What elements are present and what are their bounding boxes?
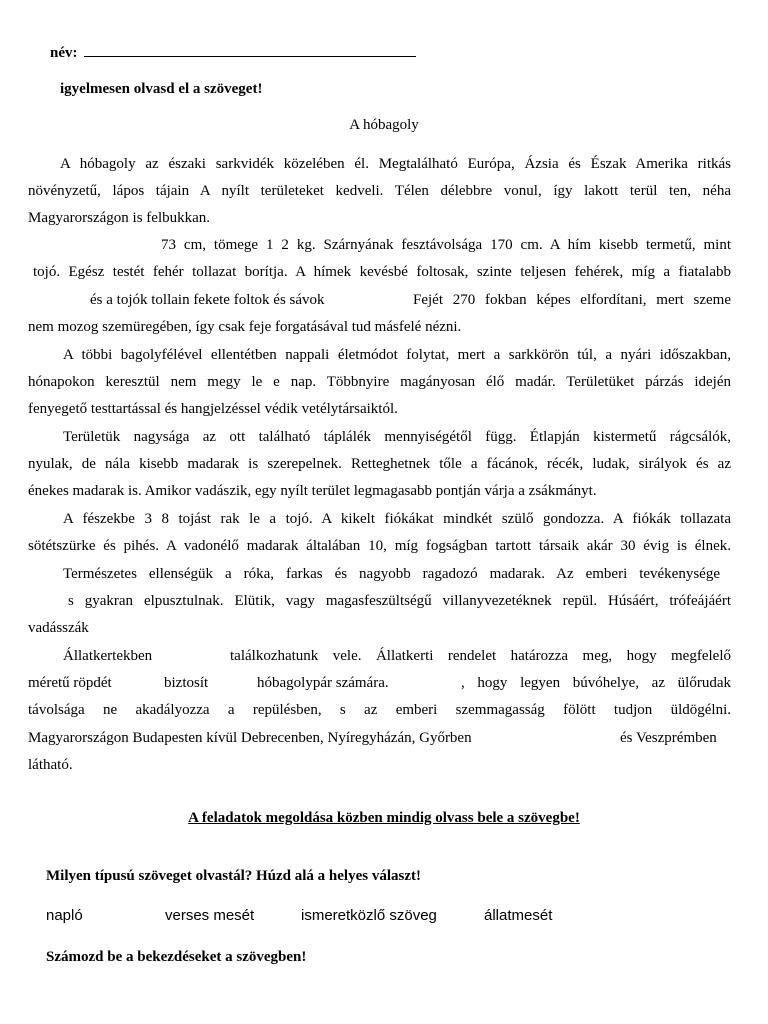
p7-line-1a: Állatkertekben <box>63 648 153 664</box>
p7-line-1b: találkozhatunk vele. Állatkerti rendelet határozza meg, hogy megfelelő <box>230 648 731 664</box>
p4-line-2: nyulak, de nála kisebb madarak is szerepelnek. Retteghetnek tőle a fácánok, récék, ludak, sirályok és az <box>28 456 731 472</box>
text-title: A hóbagoly <box>349 117 419 133</box>
p2-line-2: tojó. Egész testét fehér tollazat borítja. A hímek kevésbé foltosak, szinte teljesen fehérek, míg a fiatalabb <box>33 264 731 280</box>
p7-line-4b: és Veszprémben <box>620 730 717 746</box>
p5-line-2: sötétszürke és pihés. A vadonélő madarak általában 10, míg fogságban tartott társaik akár 30 évig is élnek. <box>28 538 731 554</box>
p4-line-1: Területük nagysága az ott található táplálék mennyiségétől függ. Étlapján kistermetű rágcsálók, <box>63 429 731 445</box>
p7-line-4a: Magyarországon Budapesten kívül Debrecenben, Nyíregyházán, Győrben <box>28 730 472 746</box>
p7-line-2d: , hogy legyen búvóhelye, az ülőrudak <box>461 675 731 691</box>
p7-line-5: látható. <box>28 757 73 773</box>
p7-line-2c: hóbagolypár számára. <box>257 675 389 691</box>
option-verses-meset[interactable]: verses mesét <box>165 907 255 924</box>
p3-line-2: hónapokon keresztül nem megy le e nap. Többnyire magányosan élő madár. Területüket párzás idején <box>28 374 731 390</box>
p6-line-1: Természetes ellenségük a róka, farkas és nagyobb ragadozó madarak. Az emberi tevékenysége <box>63 566 720 582</box>
p6-line-2: s gyakran elpusztulnak. Elütik, vagy magasfeszültségű villanyvezetéknek repül. Húsáért, trófeájáért <box>68 593 731 609</box>
p3-line-3: fenyegető testtartással és hangjelzéssel védik vetélytársaiktól. <box>28 401 398 417</box>
p2-line-3b: Fejét 270 fokban képes elfordítani, mert szeme <box>413 292 731 308</box>
name-field-row <box>50 44 416 62</box>
p7-line-2a: méretű röpdét <box>28 675 112 691</box>
name-label: név: <box>50 45 78 61</box>
p1-line-1: A hóbagoly az északi sarkvidék közelében él. Megtalálható Európa, Ázsia és Észak Amerika ritkás <box>60 156 731 172</box>
name-blank-line[interactable] <box>84 44 416 57</box>
p1-line-2: növényzetű, lápos tájain A nyílt területeket kedveli. Télen délebbre vonul, így lakott terül ten, néha <box>28 183 731 199</box>
p6-line-3: vadásszák <box>28 620 89 636</box>
p2-line-3a: és a tojók tollain fekete foltok és sávok <box>90 292 325 308</box>
option-allatmeset[interactable]: állatmesét <box>484 907 553 924</box>
reading-instruction: igyelmesen olvasd el a szöveget! <box>60 81 263 97</box>
question-2: Számozd be a bekezdéseket a szövegben! <box>46 949 307 965</box>
p5-line-1: A fészekbe 3 8 tojást rak le a tojó. A kikelt fiókákat mindkét szülő gondozza. A fiókák tollazata <box>63 511 731 527</box>
p7-line-2b: biztosít <box>164 675 209 691</box>
option-ismeretkozlo-szoveg[interactable]: ismeretközlő szöveg <box>301 907 437 924</box>
p7-line-3: távolsága ne akadályozza a repülésben, s az emberi szemmagasság fölött tudjon üldögélni. <box>28 702 731 718</box>
p2-line-1: 73 cm, tömege 1 2 kg. Szárnyának fesztávolsága 170 cm. A hím kisebb termetű, mint <box>161 237 731 253</box>
p4-line-3: énekes madarak is. Amikor vadászik, egy nyílt terület legmagasabb pontján várja a zsákmányt. <box>28 483 597 499</box>
option-naplo[interactable]: napló <box>46 907 83 924</box>
question-1: Milyen típusú szöveget olvastál? Húzd alá a helyes választ! <box>46 868 421 884</box>
p3-line-1: A többi bagolyfélével ellentétben nappali életmódot folytat, mert a sarkkörön túl, a nyári időszakban, <box>63 347 731 363</box>
p1-line-3: Magyarországon is felbukkan. <box>28 210 211 226</box>
p2-line-4: nem mozog szemüregében, így csak feje forgatásával tud másfelé nézni. <box>28 319 462 335</box>
tasks-heading: A feladatok megoldása közben mindig olvass bele a szövegbe! <box>188 810 580 826</box>
